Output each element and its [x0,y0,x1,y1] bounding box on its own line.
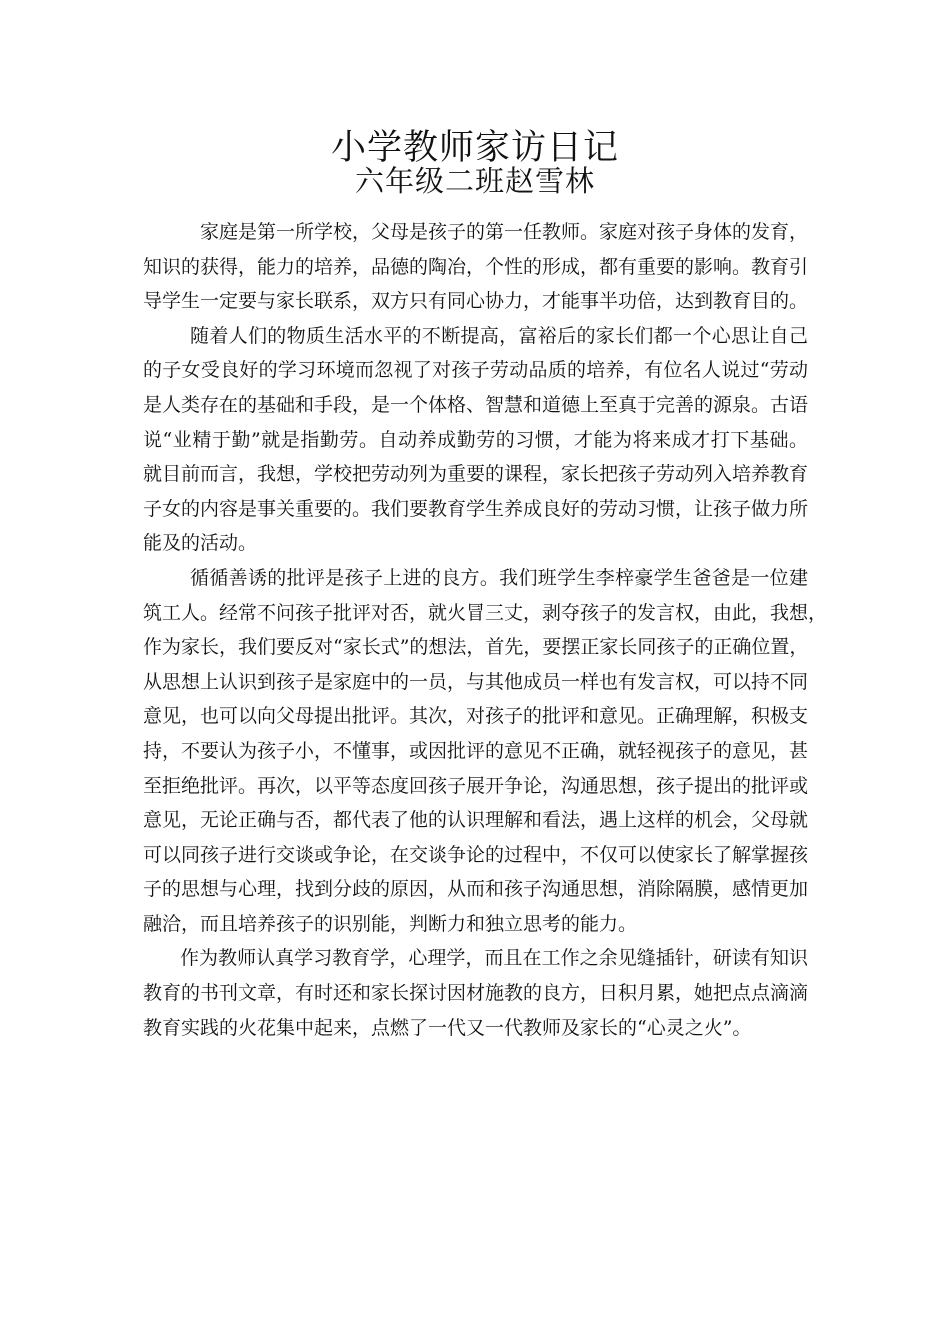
text-line: 教育的书刊文章，有时还和家长探讨因材施教的良方，日积月累，她把点点滴滴 [143,982,809,1005]
text-line: 融洽，而且培养孩子的识别能，判断力和独立思考的能力。 [143,912,638,935]
text-line: 能及的活动。 [143,532,258,555]
document-body [143,215,828,1045]
text-line: 是人类存在的基础和手段，是一个体格、智慧和道德上至真于完善的源泉。古语 [143,393,809,416]
text-line: 的子女受良好的学习环境而忽视了对孩子劳动品质的培养，有位名人说过“劳动 [143,359,808,382]
text-line: 教育实践的火花集中起来，点燃了一代又一代教师及家长的“心灵之火”。 [143,1016,752,1039]
paragraph-4 [143,941,808,1045]
text-line: 子的思想与心理，找到分歧的原因，从而和孩子沟通思想，消除隔膜，感情更加 [143,878,809,901]
paragraph-3 [143,561,828,942]
text-line: 持，不要认为孩子小，不懂事，或因批评的意见不正确，就轻视孩子的意见，甚 [143,739,809,762]
text-line: 从思想上认识到孩子是家庭中的一员，与其他成员一样也有发言权，可以持不同 [143,670,809,693]
text-line: 至拒绝批评。再次，以平等态度回孩子展开争论，沟通思想，孩子提出的批评或 [143,774,809,797]
text-line: 可以同孩子进行交谈或争论，在交谈争论的过程中，不仅可以使家长了解掌握孩 [143,843,809,866]
text-line: 作为教师认真学习教育学，心理学，而且在工作之余见缝插针，研读有知识 [180,947,808,970]
text-line: 就目前而言，我想，学校把劳动列为重要的课程，家长把孩子劳动列入培养教育 [143,463,809,486]
text-line: 家庭是第一所学校，父母是孩子的第一任教师。家庭对孩子身体的发育， [200,221,809,243]
document-subtitle: 六年级二班赵雪林 [354,164,595,198]
text-line: 子女的内容是事关重要的。我们要教育学生养成良好的劳动习惯，让孩子做力所 [143,497,809,520]
paragraph-2 [143,319,808,561]
text-line: 随着人们的物质生活水平的不断提高，富裕后的家长们都一个心思让自己 [190,324,808,347]
text-line: 意见，无论正确与否，都代表了他的认识理解和看法，遇上这样的机会，父母就 [143,809,809,832]
document-title: 小学教师家访日记 [330,128,619,169]
text-line: 循循善诱的批评是孩子上进的良方。我们班学生李梓豪学生爸爸是一位建 [190,566,808,589]
text-line: 知识的获得，能力的培养，品德的陶冶，个性的形成，都有重要的影响。教育引 [143,255,809,278]
text-line: 导学生一定要与家长联系，双方只有同心协力，才能事半功倍，达到教育目的。 [143,290,809,313]
paragraph-1 [143,215,808,319]
text-line: 说“业精于勤”就是指勤劳。自动养成勤劳的习惯，才能为将来成才打下基础。 [143,428,808,451]
text-line: 作为家长，我们要反对“家长式”的想法，首先，要摆正家长同孩子的正确位置， [143,636,809,659]
text-line: 筑工人。经常不问孩子批评对否，就火冒三丈，剥夺孩子的发言权，由此，我想， [143,601,828,624]
text-line: 意见，也可以向父母提出批评。其次，对孩子的批评和意见。正确理解，积极支 [143,705,809,728]
